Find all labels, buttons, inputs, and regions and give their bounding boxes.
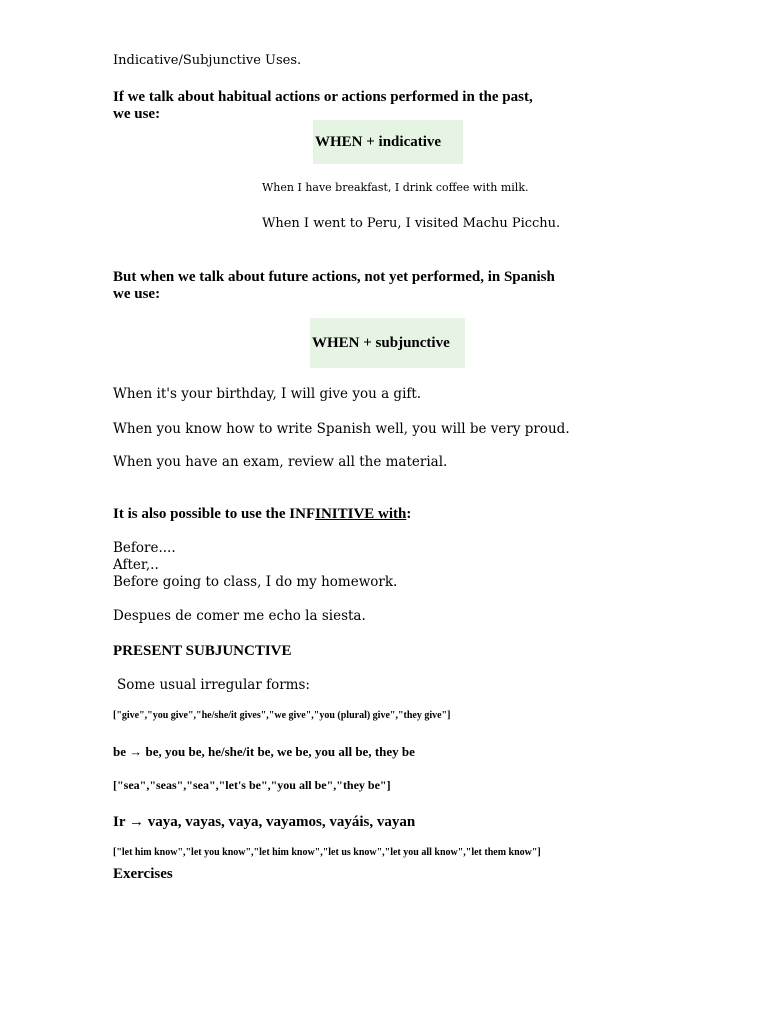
be-conjugation-line: be → be, you be, he/she/it be, we be, you all be, they be — [113, 744, 415, 759]
know-forms-list: ["let him know","let you know","let him know","let us know","let you all know","let them know"] — [113, 847, 541, 858]
infinitive-heading-underlined: INITIVE with — [315, 506, 407, 522]
section1-heading-line2: we use: — [113, 106, 161, 122]
infinitive-line-after: After,.. — [113, 557, 159, 573]
infinitive-heading-colon: : — [406, 506, 412, 522]
subjunctive-example-1: When it's your birthday, I will give you a gift. — [113, 386, 422, 402]
document-title: Indicative/Subjunctive Uses. — [113, 53, 302, 68]
indicative-formula-box — [313, 120, 463, 164]
infinitive-heading — [113, 505, 411, 523]
indicative-formula: WHEN + indicative — [315, 134, 442, 150]
infinitive-heading-part1: It is also possible to use the INF — [113, 506, 316, 522]
exercises-heading: Exercises — [113, 866, 173, 882]
indicative-example-2: When I went to Peru, I visited Machu Picchu. — [262, 216, 561, 231]
infinitive-example-2: Despues de comer me echo la siesta. — [113, 608, 366, 624]
infinitive-line-before: Before.... — [113, 540, 176, 556]
subjunctive-formula: WHEN + subjunctive — [312, 335, 450, 351]
subjunctive-example-3: When you have an exam, review all the material. — [113, 454, 448, 470]
indicative-example-1: When I have breakfast, I drink coffee with milk. — [262, 181, 529, 194]
section2-heading-line1: But when we talk about future actions, not yet performed, in Spanish — [113, 269, 555, 285]
section1-heading-line1: If we talk about habitual actions or actions performed in the past, — [113, 89, 533, 105]
subjunctive-example-2: When you know how to write Spanish well, you will be very proud. — [113, 421, 570, 437]
irregular-forms-intro: Some usual irregular forms: — [117, 677, 310, 693]
give-forms-list: ["give","you give","he/she/it gives","we give","you (plural) give","they give"] — [113, 710, 451, 721]
subjunctive-formula-box — [310, 318, 465, 368]
ir-conjugation-line: Ir → vaya, vayas, vaya, vayamos, vayáis, vayan — [113, 814, 416, 830]
infinitive-example-1: Before going to class, I do my homework. — [113, 574, 398, 590]
section2-heading-line2: we use: — [113, 286, 161, 302]
present-subjunctive-heading: PRESENT SUBJUNCTIVE — [113, 643, 292, 659]
sea-forms-list: ["sea","seas","sea","let's be","you all be","they be"] — [113, 778, 391, 792]
